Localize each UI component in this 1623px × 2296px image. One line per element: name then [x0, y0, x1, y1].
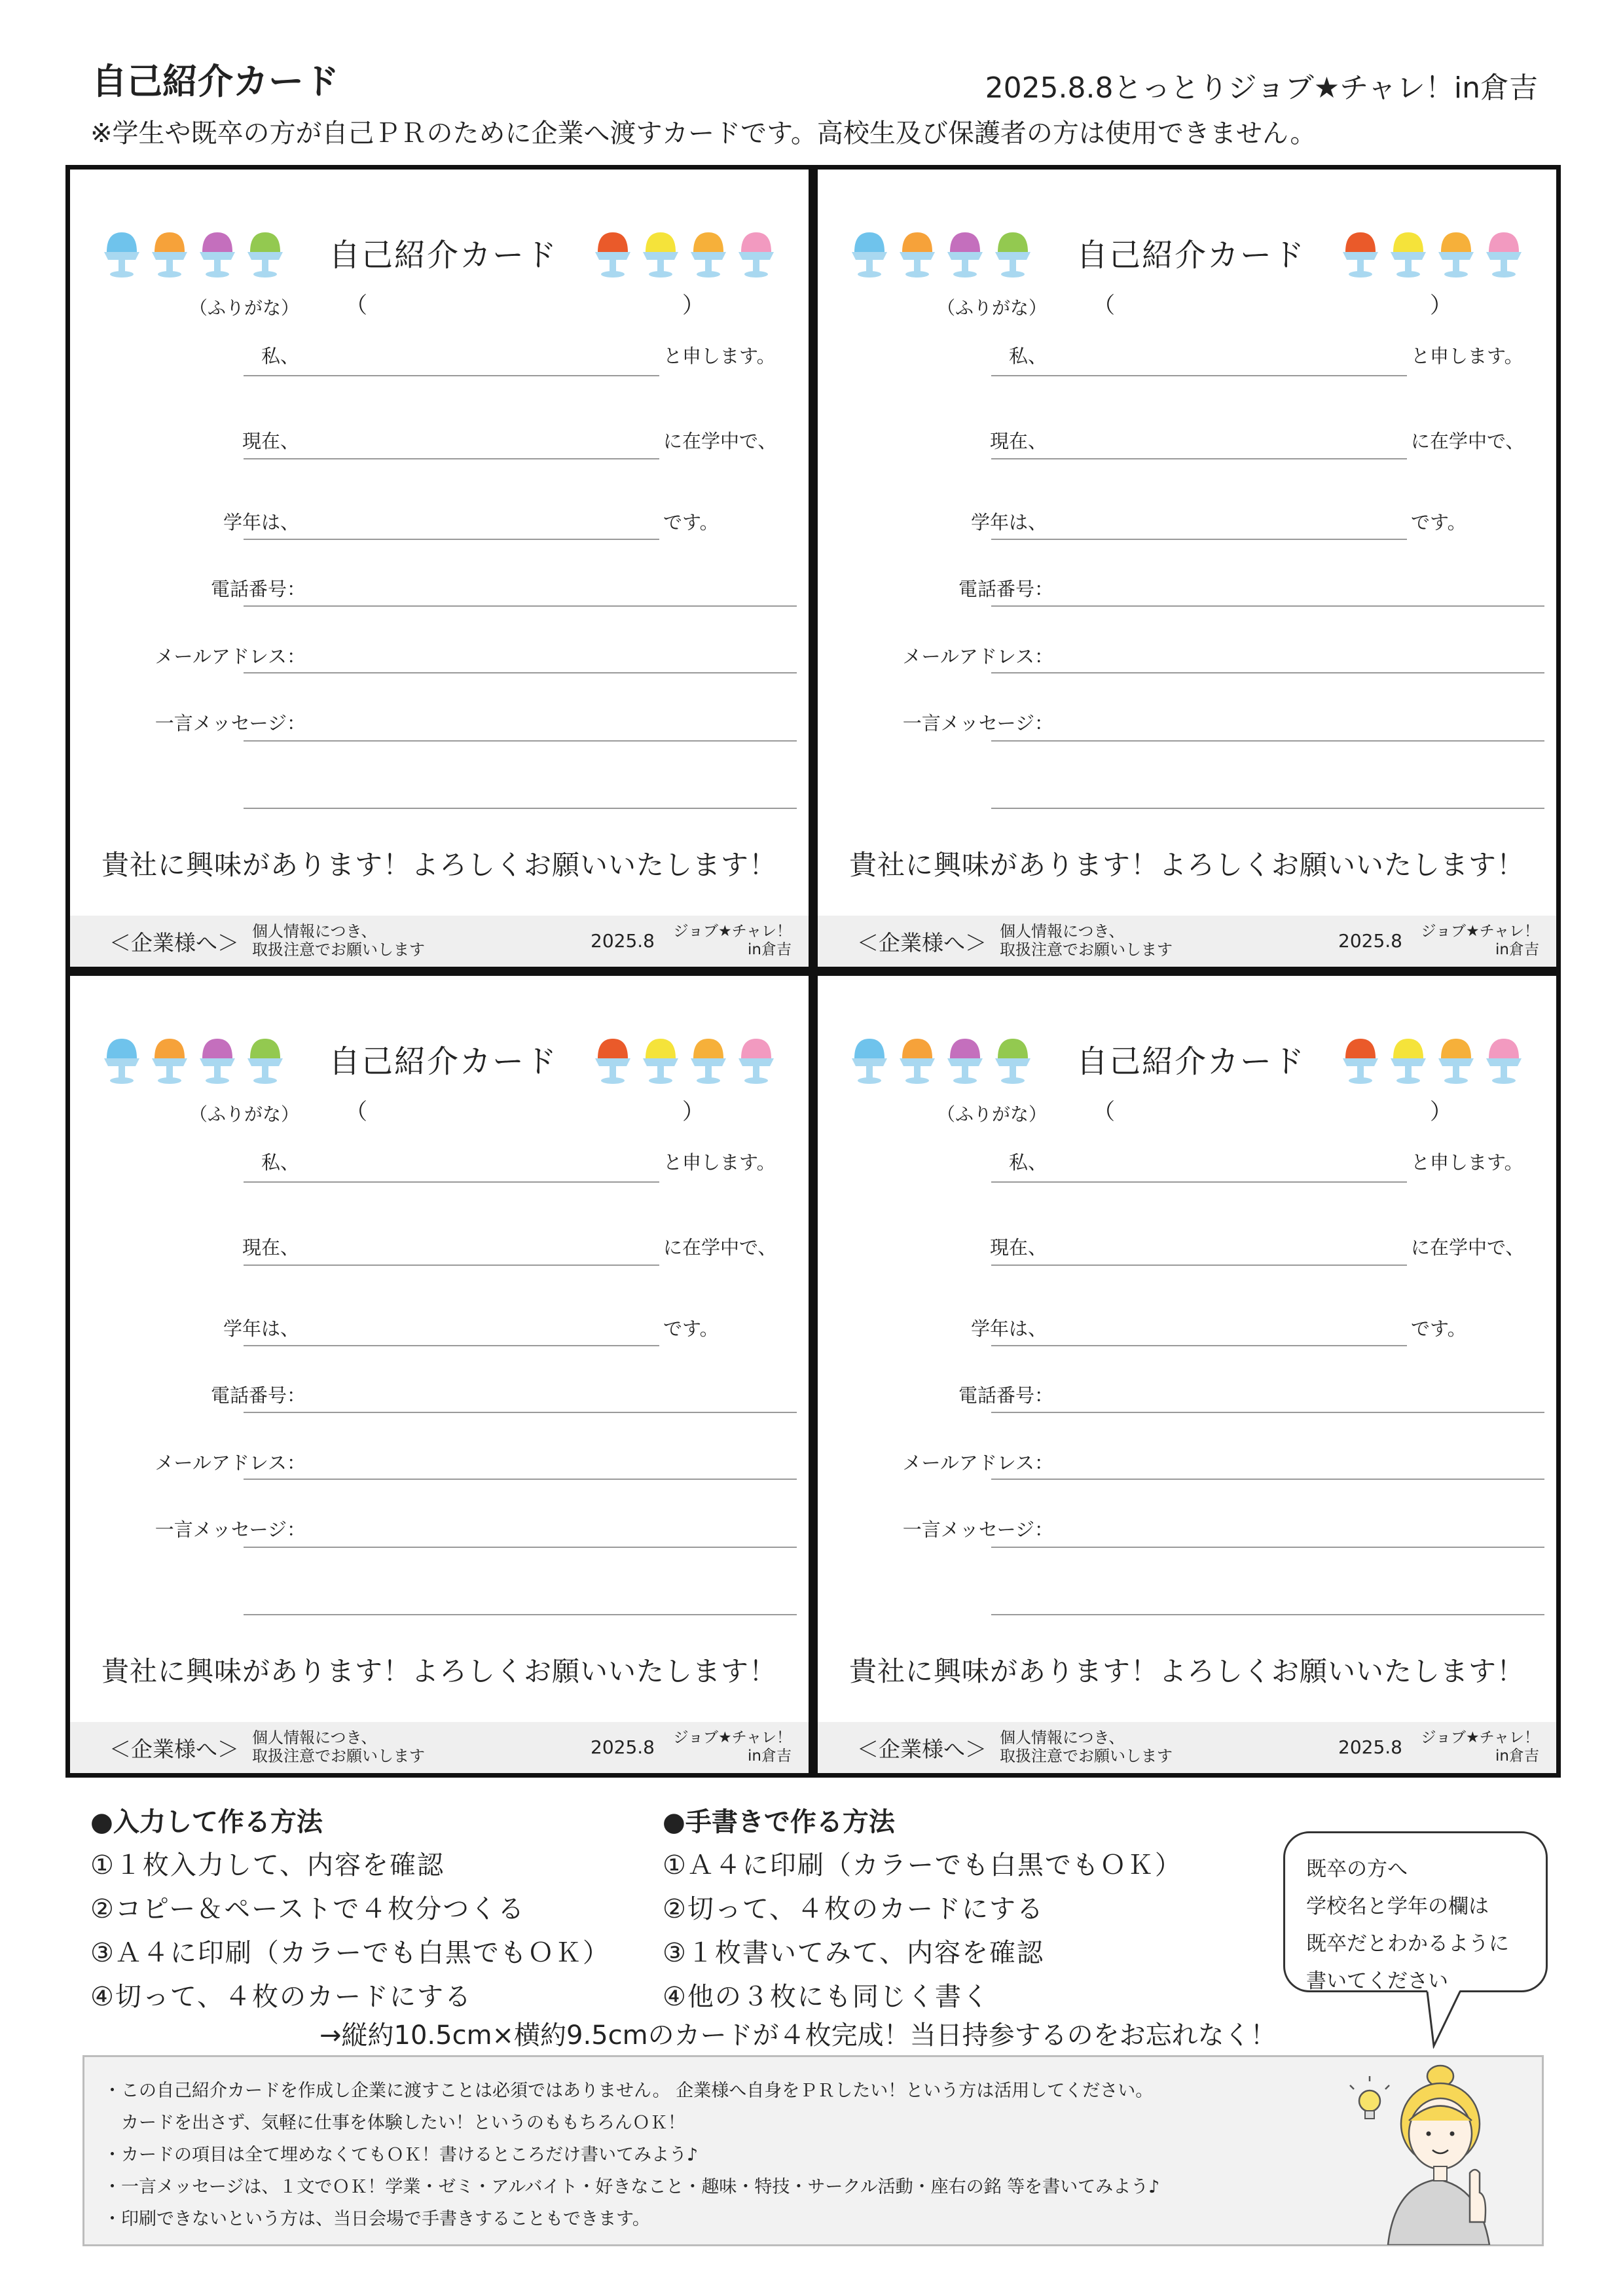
phone-line[interactable] [991, 605, 1544, 607]
card-title: 自己紹介カード [329, 1043, 558, 1080]
shaved-ice-icon [737, 1035, 775, 1087]
school-suffix: に在学中で、 [663, 430, 777, 452]
name-suffix: と申します。 [1411, 345, 1523, 367]
phone-line[interactable] [244, 605, 797, 607]
shaved-ice-icon [1485, 1035, 1523, 1087]
tip-1: ・この自己紹介カードを作成し企業に渡すことは必須ではありません。 企業様へ自身をＰＲしたい！という方は活用してください。 [103, 2081, 1154, 2101]
graduate-note-text [1306, 1851, 1509, 2000]
school-line[interactable] [991, 1265, 1407, 1266]
footer-org-line-1: ジョブ★チャレ！ [1421, 923, 1539, 940]
email-label: メールアドレス： [155, 1452, 306, 1474]
phone-label: 電話番号： [210, 578, 306, 600]
footer-to-company: ＜企業様へ＞ [109, 1736, 239, 1762]
email-line[interactable] [244, 672, 797, 673]
grade-suffix: です。 [663, 511, 719, 533]
bubble-line-2: 学校名と学年の欄は [1306, 1895, 1489, 1918]
grade-label: 学年は、 [970, 511, 1047, 533]
message-label: 一言メッセージ： [155, 712, 306, 734]
message-line-2[interactable] [244, 1614, 797, 1615]
footer-to-company: ＜企業様へ＞ [857, 1736, 987, 1762]
phone-label: 電話番号： [210, 1384, 306, 1407]
furigana-close-paren: ） [1430, 1099, 1452, 1125]
intro-card-top-right [813, 165, 1561, 971]
page-title: 自己紹介カード [92, 61, 339, 102]
card-header [70, 209, 809, 281]
footer-org [1421, 1729, 1539, 1765]
footer-note-line-1: 個人情報につき、 [1000, 922, 1125, 941]
shaved-ice-icon [246, 228, 284, 281]
footer-note-line-2: 取扱注意でお願いします [252, 1747, 425, 1765]
name-suffix: と申します。 [663, 1151, 776, 1174]
shaved-ice-icon [103, 1035, 141, 1087]
shaved-ice-icon [1485, 228, 1523, 281]
footer-org-line-1: ジョブ★チャレ！ [1421, 1729, 1539, 1746]
phone-line[interactable] [244, 1412, 797, 1413]
usage-notice: ※学生や既卒の方が自己ＰＲのために企業へ渡すカードです。高校生及び保護者の方は使用できません。 [90, 118, 1317, 149]
email-label: メールアドレス： [902, 645, 1053, 668]
grade-label: 学年は、 [970, 1318, 1047, 1340]
furigana-open-paren: （ [1093, 293, 1115, 319]
school-line[interactable] [244, 1265, 659, 1266]
footer-note-line-1: 個人情報につき、 [252, 1729, 377, 1747]
furigana-label: （ふりがな） [936, 1103, 1047, 1125]
shaved-ice-icon [151, 228, 189, 281]
footer-org [1421, 922, 1539, 959]
footer-date: 2025.8 [591, 1736, 655, 1758]
footer-privacy-note [252, 922, 425, 959]
shaved-ice-icon [689, 228, 727, 281]
card-title: 自己紹介カード [1076, 1043, 1306, 1080]
name-line[interactable] [991, 375, 1407, 376]
message-label: 一言メッセージ： [902, 1518, 1053, 1541]
furigana-close-paren: ） [1430, 293, 1452, 319]
grade-label: 学年は、 [223, 511, 299, 533]
email-line[interactable] [244, 1479, 797, 1480]
footer-org [674, 1729, 792, 1765]
shaved-ice-icon [151, 1035, 189, 1087]
footer-org-line-2: in倉吉 [748, 1748, 792, 1765]
furigana-open-paren: （ [345, 1099, 367, 1125]
email-label: メールアドレス： [155, 645, 306, 668]
grade-label: 学年は、 [223, 1318, 299, 1340]
footer-privacy-note [1000, 1729, 1173, 1765]
message-line-2[interactable] [991, 1614, 1544, 1615]
shaved-ice-icon [1389, 1035, 1427, 1087]
email-line[interactable] [991, 672, 1544, 673]
card-footer [70, 1722, 809, 1773]
shaved-ice-icon [198, 1035, 236, 1087]
tip-4: ・印刷できないという方は、当日会場で手書きすることもできます。 [103, 2209, 650, 2229]
footer-org-line-2: in倉吉 [748, 941, 792, 958]
intro-card-bottom-left [65, 971, 813, 1778]
name-line[interactable] [991, 1181, 1407, 1183]
card-footer [818, 1722, 1556, 1773]
shaved-ice-icon [850, 1035, 888, 1087]
grade-suffix: です。 [663, 1318, 719, 1340]
grade-line[interactable] [991, 1345, 1407, 1346]
grade-line[interactable] [991, 539, 1407, 540]
school-line[interactable] [244, 458, 659, 459]
furigana-label: （ふりがな） [189, 1103, 299, 1125]
howto-hand-step-1: ①Ａ４に印刷（カラーでも白黒でもＯＫ） [663, 1850, 1182, 1880]
message-line-1[interactable] [244, 740, 797, 742]
tip-2: ・カードの項目は全て埋めなくてもＯＫ！書けるところだけ書いてみよう♪ [103, 2145, 699, 2165]
name-line[interactable] [244, 375, 659, 376]
closing-message: 貴社に興味があります！よろしくお願いいたします！ [848, 1655, 1525, 1687]
footer-org [674, 922, 792, 959]
footer-note-line-1: 個人情報につき、 [252, 922, 377, 941]
school-label: 現在、 [989, 430, 1047, 452]
footer-privacy-note [1000, 922, 1173, 959]
footer-org-line-2: in倉吉 [1495, 941, 1539, 958]
name-suffix: と申します。 [1411, 1151, 1523, 1174]
furigana-open-paren: （ [1093, 1099, 1115, 1125]
howto-input-step-2: ②コピー＆ペーストで４枚分つくる [90, 1894, 526, 1924]
bubble-line-1: 既卒の方へ [1306, 1857, 1408, 1881]
footer-note-line-2: 取扱注意でお願いします [1000, 1747, 1173, 1765]
shaved-ice-icon [898, 228, 936, 281]
completion-note: →縦約10.5cm×横約9.5cmのカードが４枚完成！当日持参するのをお忘れなく！ [319, 2020, 1277, 2051]
shaved-ice-icon [1341, 228, 1379, 281]
bubble-line-4: 書いてください [1306, 1969, 1448, 1993]
school-suffix: に在学中で、 [663, 1236, 777, 1259]
name-label: 私、 [1008, 1151, 1047, 1174]
tip-1-cont: カードを出さず、気軽に仕事を体験したい！というのももちろんＯＫ！ [103, 2113, 685, 2133]
shaved-ice-icon [689, 1035, 727, 1087]
closing-message: 貴社に興味があります！よろしくお願いいたします！ [848, 849, 1525, 881]
name-label: 私、 [261, 345, 299, 367]
school-suffix: に在学中で、 [1411, 430, 1525, 452]
howto-input-step-1: ①１枚入力して、内容を確認 [90, 1850, 445, 1880]
howto-input-step-3: ③Ａ４に印刷（カラーでも白黒でもＯＫ） [90, 1938, 610, 1968]
grade-line[interactable] [244, 1345, 659, 1346]
school-suffix: に在学中で、 [1411, 1236, 1525, 1259]
shaved-ice-icon [737, 228, 775, 281]
footer-note-line-1: 個人情報につき、 [1000, 1729, 1125, 1747]
howto-hand-step-4: ④他の３枚にも同じく書く [663, 1982, 990, 2012]
intro-card-top-left [65, 165, 813, 971]
school-label: 現在、 [242, 1236, 299, 1259]
footer-org-line-2: in倉吉 [1495, 1748, 1539, 1765]
shaved-ice-icon [994, 1035, 1032, 1087]
shaved-ice-icon [1437, 228, 1475, 281]
furigana-close-paren: ） [682, 1099, 704, 1125]
furigana-label: （ふりがな） [936, 297, 1047, 319]
shaved-ice-icon [946, 1035, 984, 1087]
furigana-label: （ふりがな） [189, 297, 299, 319]
phone-label: 電話番号： [958, 1384, 1053, 1407]
shaved-ice-icon [246, 1035, 284, 1087]
message-line-1[interactable] [244, 1547, 797, 1548]
bubble-line-3: 既卒だとわかるように [1306, 1932, 1509, 1956]
lightbulb-icon [1350, 2076, 1389, 2119]
school-label: 現在、 [242, 430, 299, 452]
name-label: 私、 [1008, 345, 1047, 367]
footer-note-line-2: 取扱注意でお願いします [1000, 941, 1173, 959]
tip-3: ・一言メッセージは、１文でＯＫ！学業・ゼミ・アルバイト・好きなこと・趣味・特技・サークル活動・座右の銘 等を書いてみよう♪ [103, 2177, 1160, 2197]
shaved-ice-icon [642, 228, 680, 281]
closing-message: 貴社に興味があります！よろしくお願いいたします！ [101, 849, 777, 881]
message-label: 一言メッセージ： [155, 1518, 306, 1541]
shaved-ice-icon [594, 1035, 632, 1087]
shaved-ice-icon [946, 228, 984, 281]
name-suffix: と申します。 [663, 345, 776, 367]
message-line-2[interactable] [244, 808, 797, 809]
name-line[interactable] [244, 1181, 659, 1183]
footer-to-company: ＜企業様へ＞ [109, 930, 239, 956]
email-label: メールアドレス： [902, 1452, 1053, 1474]
message-line-2[interactable] [991, 808, 1544, 809]
message-line-1[interactable] [991, 740, 1544, 742]
grade-suffix: です。 [1411, 511, 1467, 533]
footer-privacy-note [252, 1729, 425, 1765]
card-header [818, 209, 1556, 281]
footer-date: 2025.8 [1338, 1736, 1402, 1758]
shaved-ice-icon [1437, 1035, 1475, 1087]
howto-input-step-4: ④切って、４枚のカードにする [90, 1982, 473, 2012]
footer-to-company: ＜企業様へ＞ [857, 930, 987, 956]
event-name: 2025.8.8とっとりジョブ★チャレ！in倉吉 [985, 71, 1538, 105]
shaved-ice-icon [198, 228, 236, 281]
grade-suffix: です。 [1411, 1318, 1467, 1340]
shaved-ice-icon [1341, 1035, 1379, 1087]
card-title: 自己紹介カード [1076, 237, 1306, 274]
footer-org-line-1: ジョブ★チャレ！ [673, 1729, 792, 1746]
grade-line[interactable] [244, 539, 659, 540]
card-header [818, 1015, 1556, 1087]
shaved-ice-icon [850, 228, 888, 281]
footer-org-line-1: ジョブ★チャレ！ [673, 923, 792, 940]
intro-card-bottom-right [813, 971, 1561, 1778]
shaved-ice-icon [594, 228, 632, 281]
footer-date: 2025.8 [591, 930, 655, 952]
email-line[interactable] [991, 1479, 1544, 1480]
phone-label: 電話番号： [958, 578, 1053, 600]
shaved-ice-icon [898, 1035, 936, 1087]
card-title: 自己紹介カード [329, 237, 558, 274]
closing-message: 貴社に興味があります！よろしくお願いいたします！ [101, 1655, 777, 1687]
shaved-ice-icon [1389, 228, 1427, 281]
furigana-close-paren: ） [682, 293, 704, 319]
footer-date: 2025.8 [1338, 930, 1402, 952]
card-header [70, 1015, 809, 1087]
howto-hand-step-2: ②切って、４枚のカードにする [663, 1894, 1045, 1924]
school-line[interactable] [991, 458, 1407, 459]
furigana-open-paren: （ [345, 293, 367, 319]
woman-idea-illustration [1342, 2062, 1525, 2245]
footer-note-line-2: 取扱注意でお願いします [252, 941, 425, 959]
shaved-ice-icon [994, 228, 1032, 281]
shaved-ice-icon [103, 228, 141, 281]
message-label: 一言メッセージ： [902, 712, 1053, 734]
card-footer [70, 916, 809, 967]
card-footer [818, 916, 1556, 967]
phone-line[interactable] [991, 1412, 1544, 1413]
message-line-1[interactable] [991, 1547, 1544, 1548]
shaved-ice-icon [642, 1035, 680, 1087]
name-label: 私、 [261, 1151, 299, 1174]
howto-hand-title: ●手書きで作る方法 [663, 1807, 895, 1837]
school-label: 現在、 [989, 1236, 1047, 1259]
howto-input-title: ●入力して作る方法 [90, 1807, 323, 1837]
howto-hand-step-3: ③１枚書いてみて、内容を確認 [663, 1938, 1045, 1968]
